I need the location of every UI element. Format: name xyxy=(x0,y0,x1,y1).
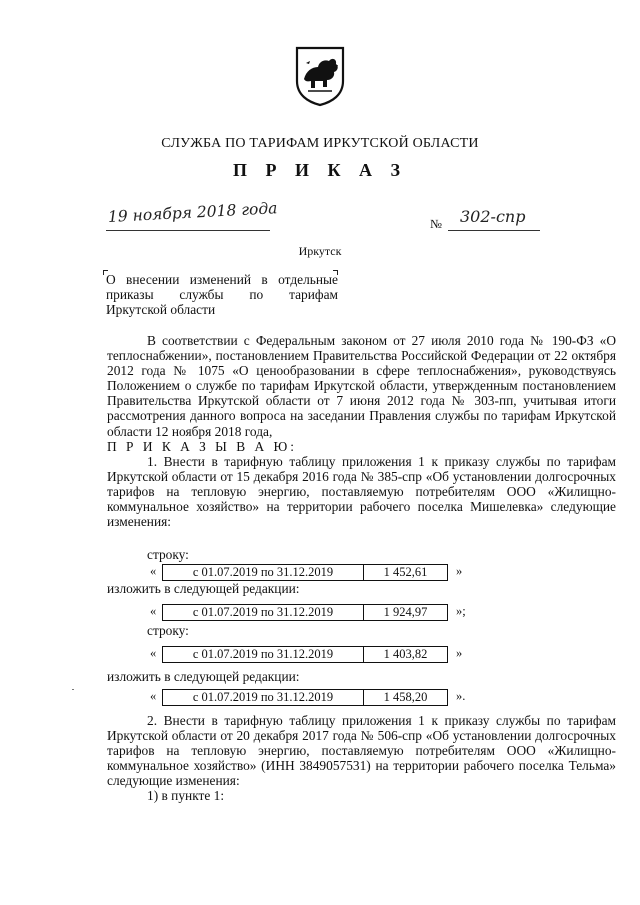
tariff-table xyxy=(162,689,448,706)
document-type-heading: П Р И К А З xyxy=(232,160,408,180)
tariff-value: 1 403,82 xyxy=(383,647,428,661)
tariff-value: 1 458,20 xyxy=(383,690,428,704)
tariff-period: с 01.07.2019 по 31.12.2019 xyxy=(163,605,364,620)
scan-mark xyxy=(72,689,74,690)
item-1-paragraph: 1. Внести в тарифную таблицу приложения 1 к приказу службы по тарифам Иркутской области от 15 декабря 2016 года № 385-спр «Об установлении долгосрочных тарифов на тепловую энергию, поставляемую потребителям ООО «Жилищно-коммунальное хозяйство» на территории рабочего поселка Мишелевка» следующие изменения: xyxy=(107,453,616,530)
coat-of-arms-icon xyxy=(294,45,346,107)
tariff-table xyxy=(162,564,448,581)
document-body-continued xyxy=(107,713,616,804)
edit-label: изложить в следующей редакции: xyxy=(107,581,300,596)
handwritten-date: 19 ноября 2018 года xyxy=(107,199,278,226)
organization-title: СЛУЖБА ПО ТАРИФАМ ИРКУТСКОЙ ОБЛАСТИ xyxy=(161,136,479,151)
tariff-period: с 01.07.2019 по 31.12.2019 xyxy=(163,647,364,662)
row-label: строку: xyxy=(147,547,189,562)
subitem-1: 1) в пункте 1: xyxy=(147,788,225,804)
tariff-period: с 01.07.2019 по 31.12.2019 xyxy=(163,565,364,580)
tariff-value: 1 452,61 xyxy=(383,565,428,579)
preamble-paragraph: В соответствии с Федеральным законом от 27 июля 2010 года № 190-ФЗ «О теплоснабжении», постановлением Правительства Российской Федерации от 22 октября 2012 года № 1075 «О ценообразовании в сфере теплоснабжения», руководствуясь Положением о службе по тарифам Иркутской области, утвержденным постановлением Правительства Иркутской области от 7 июня 2012 года № 303-пп, учитывая итоги рассмотрения данного вопроса на заседании Правления службы по тарифам Иркутской области 12 ноября 2018 года, xyxy=(107,333,616,439)
number-label: № xyxy=(430,217,442,231)
date-underline xyxy=(106,230,270,231)
quote-close: »; xyxy=(456,604,466,618)
tariff-table xyxy=(162,604,448,621)
quote-open: « xyxy=(150,564,157,578)
quote-open: « xyxy=(150,604,157,618)
quote-close: » xyxy=(456,564,463,578)
order-word: П Р И К А З Ы В А Ю: xyxy=(107,438,297,454)
number-underline xyxy=(448,230,540,231)
edit-label: изложить в следующей редакции: xyxy=(107,669,300,684)
quote-close: ». xyxy=(456,689,466,703)
document-body xyxy=(107,333,616,529)
tariff-table xyxy=(162,646,448,663)
quote-close: » xyxy=(456,646,463,660)
subject-line: приказы службы по тарифам xyxy=(106,287,338,302)
city: Иркутск xyxy=(298,244,342,258)
handwritten-number: 302-спр xyxy=(460,207,526,226)
tariff-value: 1 924,97 xyxy=(383,605,428,619)
row-label: строку: xyxy=(147,623,189,638)
document-subject xyxy=(106,272,338,317)
subject-line: О внесении изменений в отдельные xyxy=(106,272,338,287)
item-2-paragraph: 2. Внести в тарифную таблицу приложения 1 к приказу службы по тарифам Иркутской области от 20 декабря 2017 года № 506-спр «Об установлении долгосрочных тарифов на тепловую энергию, поставляемую потребителям ООО «Жилищно-коммунальное хозяйство» (ИНН 3849057531) на территории рабочего поселка Тельма» следующие изменения: xyxy=(107,713,616,789)
quote-open: « xyxy=(150,646,157,660)
quote-open: « xyxy=(150,689,157,703)
subject-line: Иркутской области xyxy=(106,302,216,317)
tariff-period: с 01.07.2019 по 31.12.2019 xyxy=(163,690,364,705)
